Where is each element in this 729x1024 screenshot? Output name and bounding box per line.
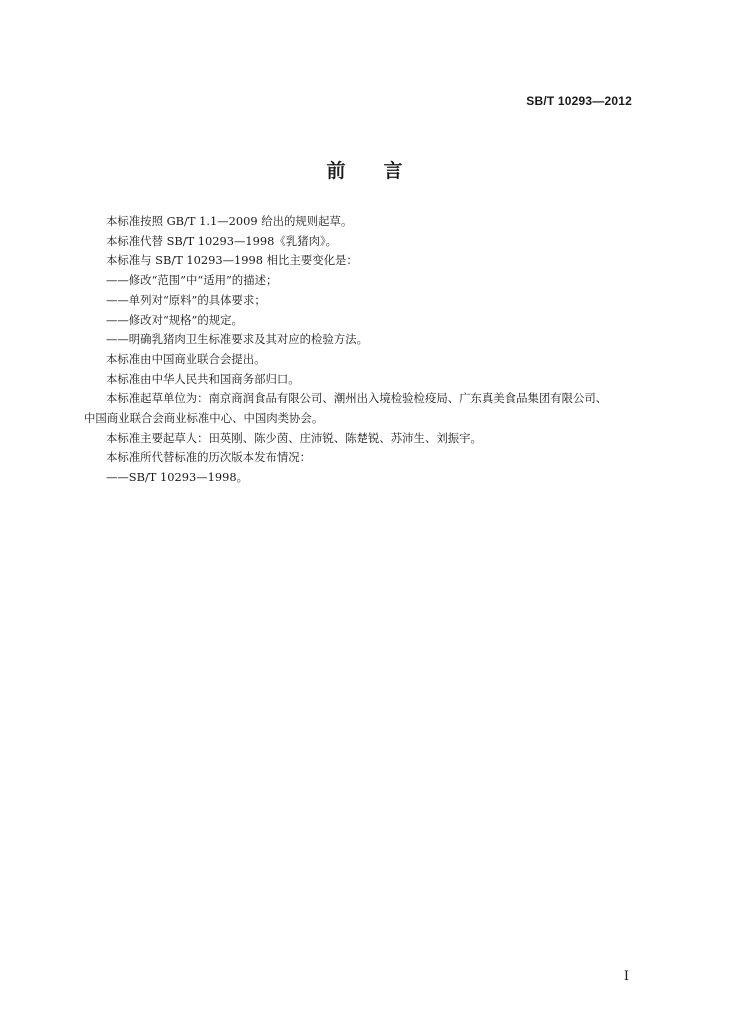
page-title: 前 言 [326,160,403,182]
list-item: ——SB/T 10293—1998。 [106,470,249,485]
list-item: ——修改对“规格”的规定。 [106,312,243,327]
paragraph: 本标准起草单位为：南京商润食品有限公司、潮州出入境检验检疫局、广东真美食品集团有限公司、 [106,391,608,406]
paragraph: 本标准代替 SB/T 10293—1998《乳猪肉》。 [106,233,338,248]
list-item: ——修改“范围”中“适用”的描述； [106,273,278,288]
paragraph: 本标准与 SB/T 10293—1998 相比主要变化是： [106,253,358,268]
paragraph: 本标准所代替标准的历次版本发布情况： [106,450,312,465]
paragraph: 本标准由中华人民共和国商务部归口。 [106,371,300,386]
paragraph: 本标准主要起草人：田英刚、陈少茵、庄沛锐、陈楚锐、苏沛生、刘振宇。 [106,430,482,445]
paragraph: 本标准由中国商业联合会提出。 [106,351,266,366]
page-number: I [623,969,629,984]
paragraph-continuation: 中国商业联合会商业标准中心、中国肉类协会。 [84,411,324,426]
body-text [84,212,664,488]
standard-code: SB/T 10293—2012 [526,94,632,108]
list-item: ——单列对“原料”的具体要求； [106,292,266,307]
paragraph: 本标准按照 GB/T 1.1—2009 给出的规则起草。 [106,214,353,228]
list-item: ——明确乳猪肉卫生标准要求及其对应的检验方法。 [106,332,368,347]
